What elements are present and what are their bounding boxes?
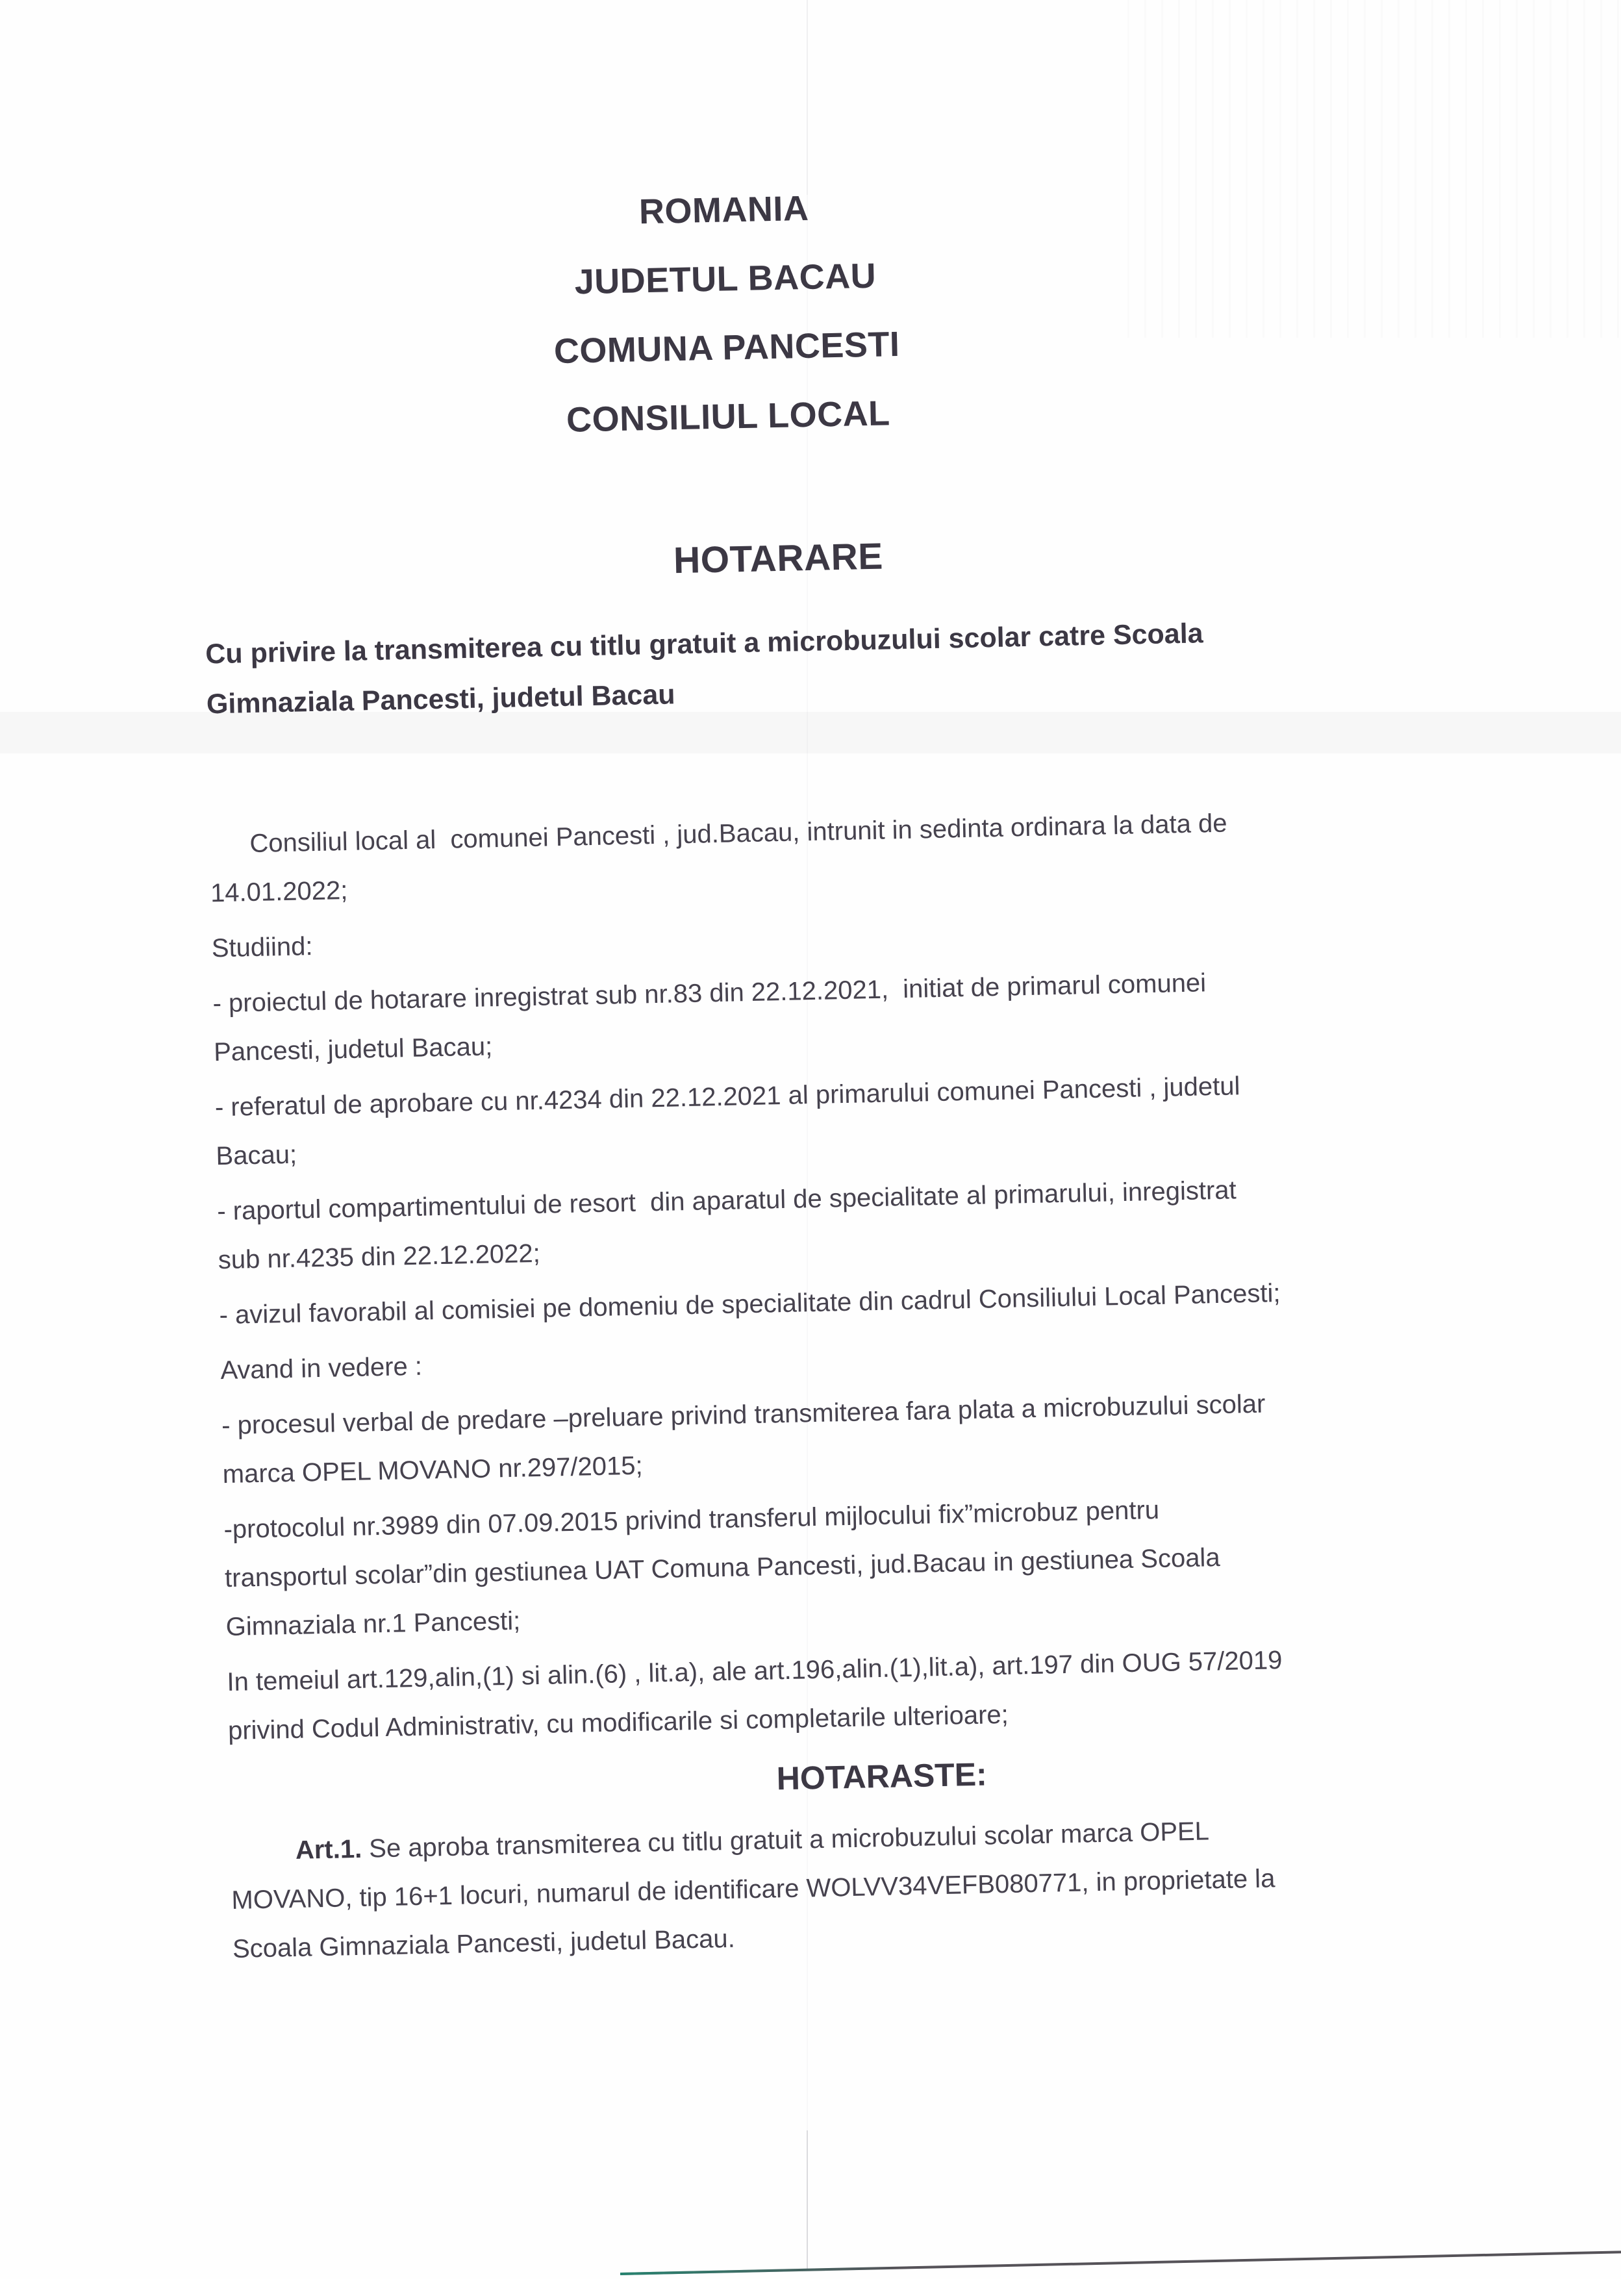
subtitle-line: Gimnaziala Pancesti, judetul Bacau — [206, 679, 675, 720]
subtitle-line: Cu privire la transmiterea cu titlu gratuit a microbuzului scolar catre Scoala — [205, 618, 1204, 670]
decision-heading: HOTARASTE: — [776, 1756, 988, 1797]
text-line: Pancesti, judetul Bacau; — [213, 1032, 493, 1067]
text-line: 14.01.2022; — [210, 876, 348, 908]
letterhead-county: JUDETUL BACAU — [574, 256, 877, 302]
text-line: transportul scolar”din gestiunea UAT Comuna Pancesti, jud.Bacau in gestiunea Scoala — [224, 1543, 1220, 1593]
paragraph-preamble — [209, 795, 1445, 918]
text-line: sub nr.4235 din 22.12.2022; — [218, 1239, 541, 1275]
text-line: Consiliul local al comunei Pancesti , jud.Bacau, intrunit in sedinta ordinara la data de — [249, 809, 1227, 859]
text-line: Avand in vedere : — [220, 1352, 423, 1385]
paragraph-proces-verbal — [221, 1376, 1457, 1499]
text-line: privind Codul Administrativ, cu modificarile si completarile ulterioare; — [227, 1700, 1009, 1746]
paragraph-raport — [217, 1161, 1453, 1285]
text-line: Scoala Gimnaziala Pancesti, judetul Bacau. — [232, 1924, 736, 1963]
paragraph-article-1 — [230, 1802, 1466, 1974]
text-line: - procesul verbal de predare –preluare privind transmiterea fara plata a microbuzului scolar — [221, 1389, 1266, 1441]
text-line: In temeiul art.129,alin,(1) si alin.(6) , lit.a), ale art.196,alin.(1),lit.a), art.197 din OUG 57/2019 — [227, 1646, 1283, 1697]
text-line: -protocolul nr.3989 din 07.09.2015 privind transferul mijlocului fix”microbuz pentru — [223, 1495, 1160, 1545]
paper-fold-line — [807, 195, 808, 2130]
letterhead — [195, 165, 1257, 462]
text-line: Bacau; — [216, 1140, 297, 1171]
paragraph-temei-legal — [227, 1632, 1463, 1756]
document-title: HOTARARE — [673, 535, 884, 582]
article-label: Art.1. — [295, 1834, 362, 1865]
letterhead-commune: COMUNA PANCESTI — [553, 324, 900, 372]
text-line: - referatul de aprobare cu nr.4234 din 22.12.2021 al primarului comunei Pancesti , judetul — [214, 1072, 1240, 1122]
text-line: - avizul favorabil al comisiei pe domeniu de specialitate din cadrul Consiliului Local Pancesti; — [219, 1278, 1281, 1330]
paragraph-protocol — [223, 1480, 1460, 1652]
text-line: marca OPEL MOVANO nr.297/2015; — [222, 1451, 644, 1489]
paper-fold-line — [807, 0, 808, 195]
text-line: Studiind: — [211, 932, 313, 963]
paragraph-proiect — [212, 954, 1448, 1078]
text-line: - raportul compartimentului de resort din aparatul de specialitate al primarului, inregistrat — [216, 1176, 1237, 1226]
document-subtitle — [205, 604, 1441, 730]
paper-fold-line — [807, 2130, 808, 2270]
text-line: Gimnaziala nr.1 Pancesti; — [225, 1606, 521, 1642]
text-line: MOVANO, tip 16+1 locuri, numarul de identificare WOLVV34VEFB080771, in proprietate la — [231, 1864, 1275, 1915]
paragraph-referat — [214, 1057, 1450, 1181]
letterhead-council: CONSILIUL LOCAL — [566, 394, 891, 440]
article-text-start: Se aproba transmiterea cu titlu gratuit a microbuzului scolar marca OPEL — [361, 1817, 1210, 1863]
text-line: - proiectul de hotarare inregistrat sub nr.83 din 22.12.2021, initiat de primarul comunei — [212, 968, 1207, 1018]
document-body — [209, 795, 1467, 1980]
letterhead-country: ROMANIA — [638, 188, 810, 232]
